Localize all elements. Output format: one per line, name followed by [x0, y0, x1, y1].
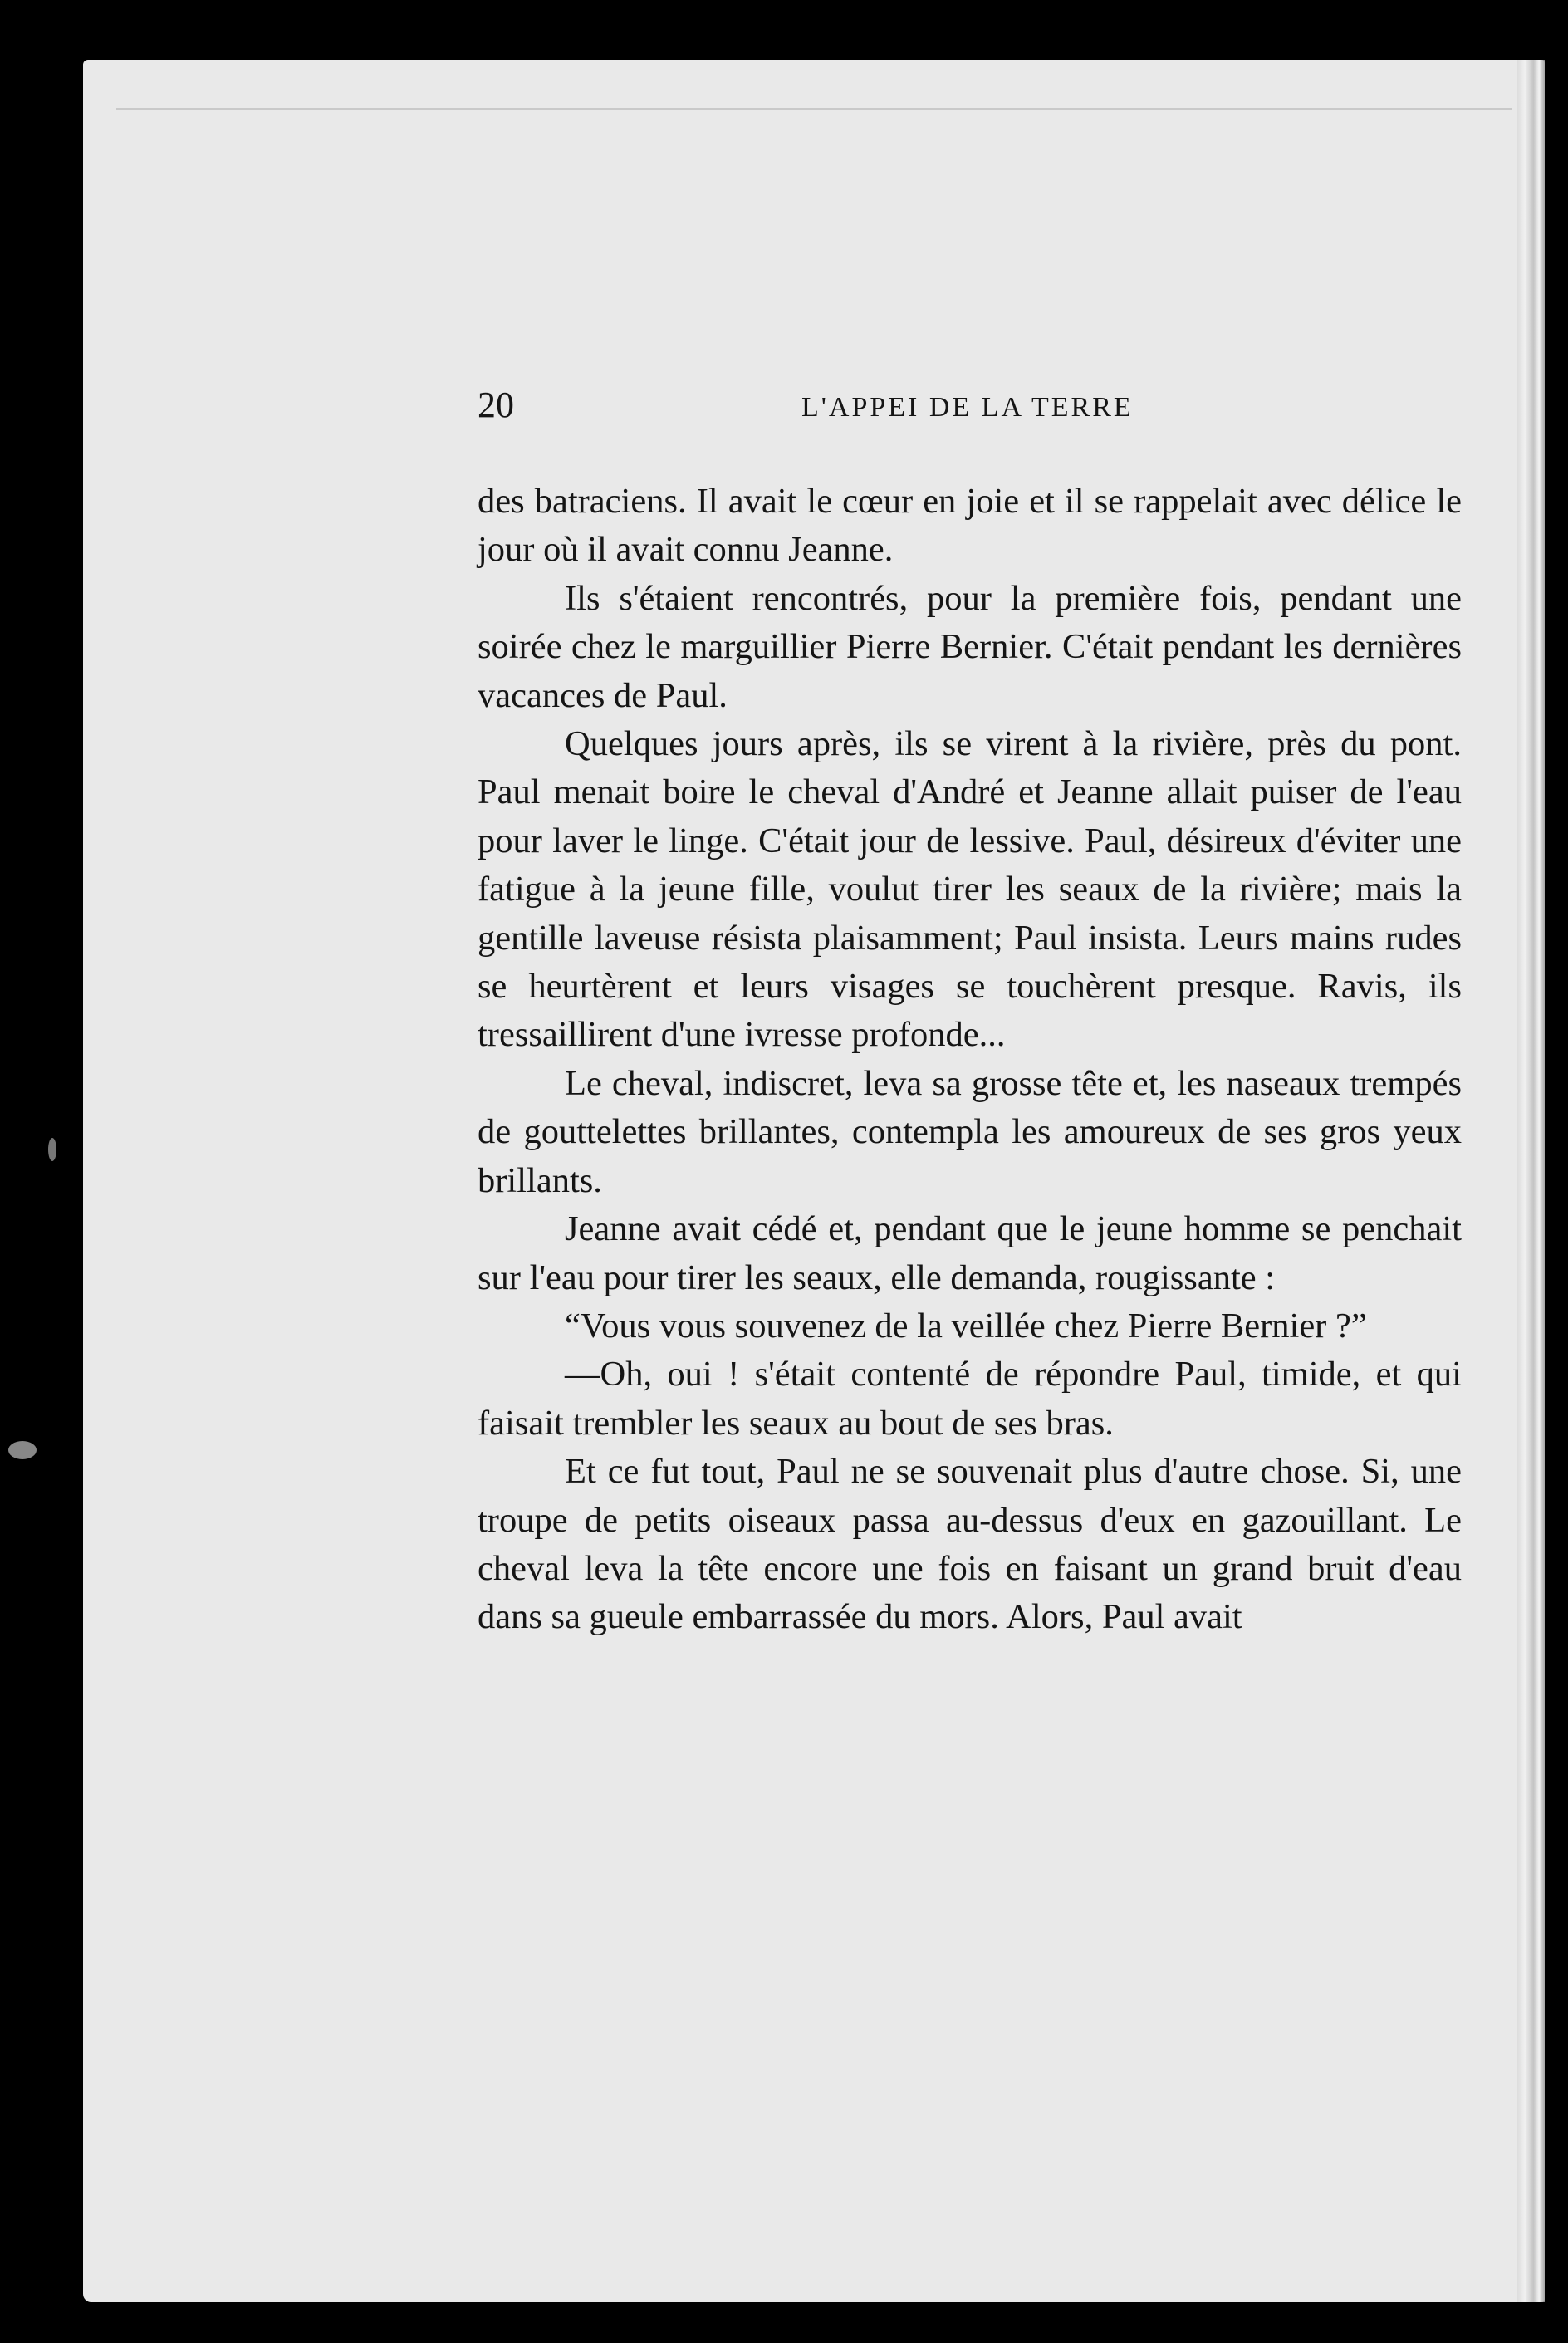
paragraph: —Oh, oui ! s'était contenté de répondre Paul, timide, et qui faisait trembler les seaux au bout de ses bras.: [478, 1355, 1462, 1443]
page-edge-shadow: [1517, 60, 1545, 2302]
body-text: [478, 478, 1462, 1642]
paragraph: des batraciens. Il avait le cœur en joie et il se rappelait avec délice le jour où il avait connu Jeanne.: [478, 482, 1462, 570]
paragraph: Quelques jours après, ils se virent à la rivière, près du pont. Paul menait boire le cheval d'André et Jeanne allait puiser de l'eau pour laver le linge. C'était jour de lessive. Paul, désireux d'éviter une fatigue à la jeune fille, voulut tirer les seaux de la rivière; mais la gentille laveuse résista plaisamment; Paul insista. Leurs mains rudes se heurtèrent et leurs visages se touchèrent presque. Ravis, ils tressaillirent d'une ivresse profonde...: [478, 724, 1462, 1055]
paragraph: Ils s'étaient rencontrés, pour la première fois, pendant une soirée chez le marguillier Pierre Bernier. C'était pendant les dernières vacances de Paul.: [478, 578, 1462, 715]
page-top-rule: [116, 108, 1512, 110]
paragraph: “Vous vous souvenez de la veillée chez Pierre Bernier ?”: [565, 1306, 1367, 1346]
running-head: [478, 384, 1458, 434]
running-title: L'APPEI DE LA TERRE: [801, 392, 1134, 423]
scan-speck: [48, 1138, 56, 1161]
scan-speck: [8, 1441, 37, 1459]
paragraph: Et ce fut tout, Paul ne se souvenait plus d'autre chose. Si, une troupe de petits oiseaux passa au-dessus d'eux en gazouillant. Le cheval leva la tête encore une fois en faisant un grand bruit d'eau dans sa gueule embarrassée du mors. Alors, Paul avait: [478, 1452, 1462, 1637]
page-number: 20: [478, 385, 514, 425]
paragraph: Le cheval, indiscret, leva sa grosse tête et, les naseaux trempés de gouttelettes brillantes, contempla les amoureux de ses gros yeux brillants.: [478, 1063, 1462, 1200]
paragraph: Jeanne avait cédé et, pendant que le jeune homme se penchait sur l'eau pour tirer les seaux, elle demanda, rougissante :: [478, 1209, 1462, 1297]
